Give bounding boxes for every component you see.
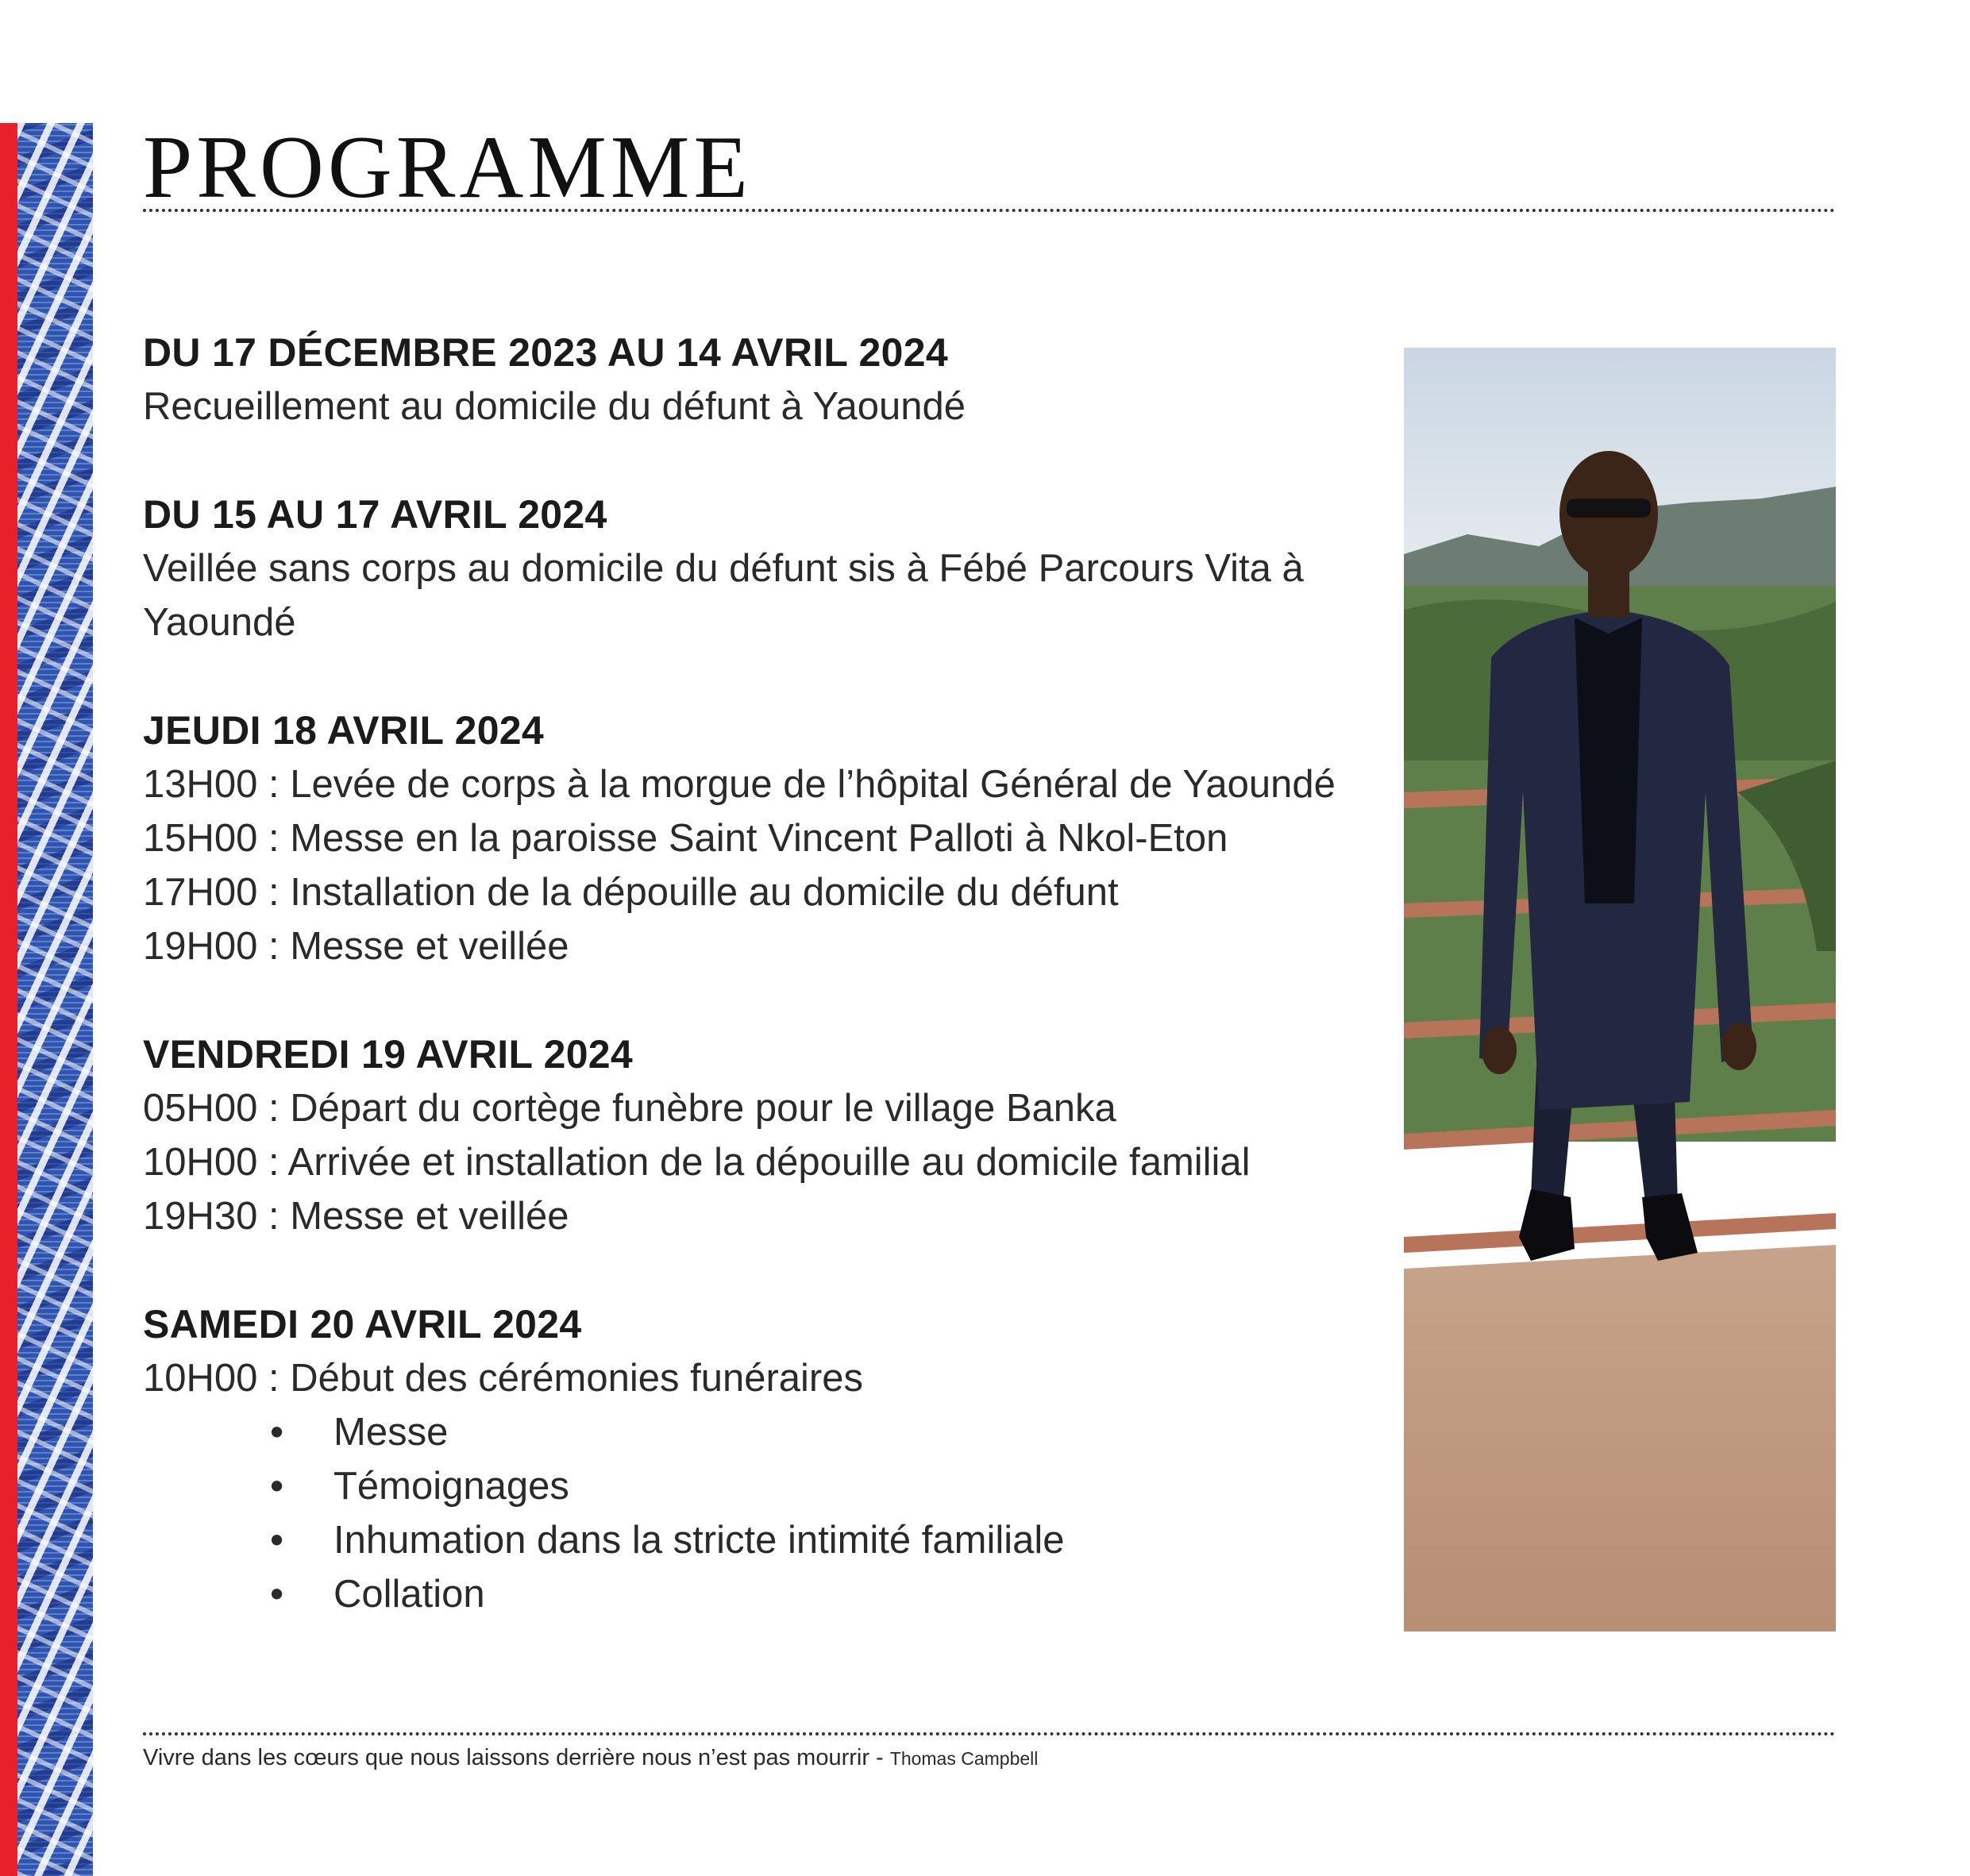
- fabric-border-pattern: [17, 123, 93, 1876]
- programme-line: 05H00 : Départ du cortège funèbre pour le village Banka: [143, 1087, 1116, 1130]
- bullet-icon: •: [270, 1411, 284, 1454]
- programme-line: Veillée sans corps au domicile du défunt sis à Fébé Parcours Vita à: [143, 547, 1304, 590]
- list-item-label: Inhumation dans la stricte intimité familiale: [333, 1519, 1065, 1562]
- section-heading: SAMEDI 20 AVRIL 2024: [143, 1302, 582, 1346]
- list-item-label: Collation: [333, 1573, 485, 1616]
- page-title: PROGRAMME: [143, 118, 752, 217]
- programme-line: Yaoundé: [143, 601, 296, 644]
- top-dotted-rule: [143, 209, 1836, 212]
- portrait-photo: [1404, 348, 1836, 1631]
- programme-line: 19H00 : Messe et veillée: [143, 925, 569, 968]
- programme-list: [143, 326, 1382, 1675]
- programme-line: 17H00 : Installation de la dépouille au domicile du défunt: [143, 871, 1119, 914]
- bullet-icon: •: [270, 1519, 284, 1562]
- section-heading: DU 17 DÉCEMBRE 2023 AU 14 AVRIL 2024: [143, 330, 948, 375]
- list-item: [270, 1513, 1382, 1567]
- programme-section: [143, 1027, 1382, 1243]
- list-item: [270, 1459, 1382, 1513]
- bullet-icon: •: [270, 1573, 284, 1616]
- programme-line: 13H00 : Levée de corps à la morgue de l’hôpital Général de Yaoundé: [143, 763, 1336, 806]
- list-item: [270, 1567, 1382, 1621]
- programme-line: 10H00 : Début des cérémonies funéraires: [143, 1357, 864, 1400]
- programme-line: 15H00 : Messe en la paroisse Saint Vincent Palloti à Nkol-Eton: [143, 817, 1228, 860]
- quote-author: Thomas Campbell: [889, 1748, 1039, 1769]
- list-item: [270, 1405, 1382, 1459]
- programme-line: 19H30 : Messe et veillée: [143, 1195, 569, 1238]
- footer-quote: [143, 1745, 1038, 1771]
- bullet-icon: •: [270, 1465, 284, 1508]
- red-border-stripe: [0, 123, 17, 1876]
- programme-line: 10H00 : Arrivée et installation de la dépouille au domicile familial: [143, 1141, 1251, 1184]
- list-item-label: Messe: [333, 1411, 449, 1454]
- programme-line: Recueillement au domicile du défunt à Yaoundé: [143, 385, 966, 428]
- bottom-dotted-rule: [143, 1732, 1836, 1735]
- quote-text: Vivre dans les cœurs que nous laissons derrière nous n’est pas mourrir -: [143, 1745, 884, 1770]
- section-heading: VENDREDI 19 AVRIL 2024: [143, 1032, 634, 1077]
- section-heading: JEUDI 18 AVRIL 2024: [143, 708, 545, 753]
- list-item-label: Témoignages: [333, 1465, 569, 1508]
- programme-section: [143, 703, 1382, 973]
- section-heading: DU 15 AU 17 AVRIL 2024: [143, 492, 607, 537]
- programme-section: [143, 1297, 1382, 1621]
- programme-section: [143, 326, 1382, 433]
- ceremony-bullet-list: [143, 1405, 1382, 1621]
- programme-section: [143, 487, 1382, 649]
